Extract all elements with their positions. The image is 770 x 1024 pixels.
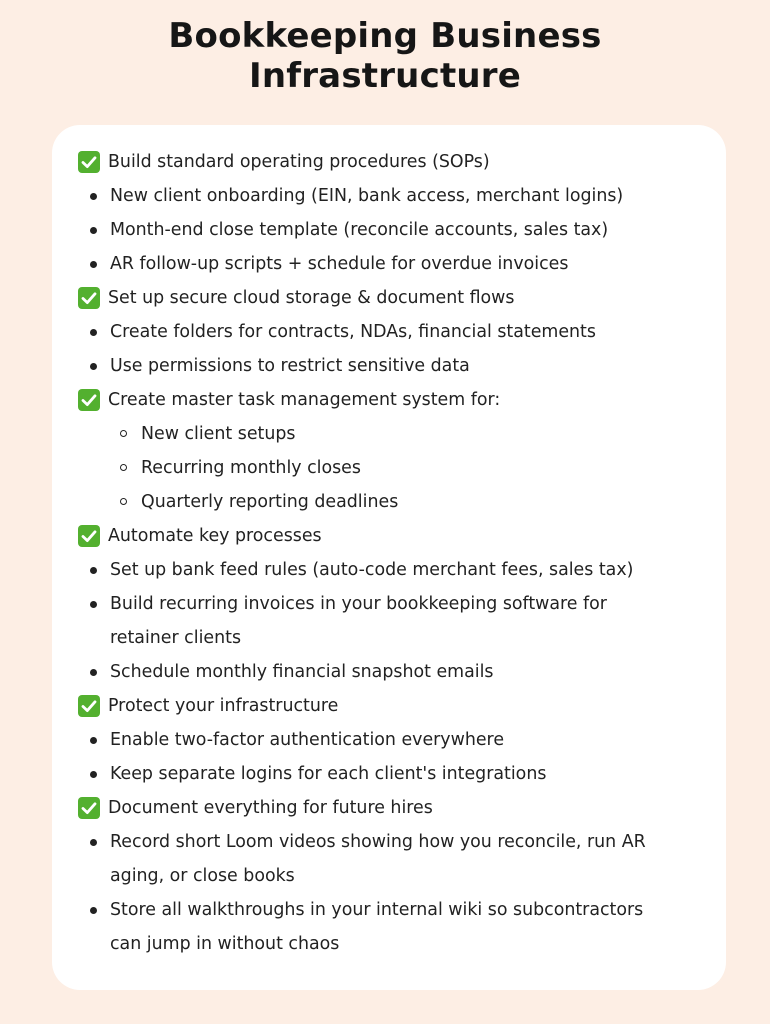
bullet-icon <box>90 363 97 370</box>
bullet-icon <box>90 737 97 744</box>
checklist-item <box>78 179 718 213</box>
checklist-section-label: Document everything for future hires <box>108 798 433 818</box>
checklist-section <box>78 281 718 315</box>
check-box-icon <box>78 151 100 173</box>
checklist-item-label: Month-end close template (reconcile accounts, sales tax) <box>110 220 609 240</box>
checklist-subitem <box>78 451 718 485</box>
checklist-item-label: AR follow-up scripts + schedule for overdue invoices <box>110 254 569 274</box>
check-box-icon <box>78 389 100 411</box>
checklist-subitem-label: Quarterly reporting deadlines <box>141 492 399 512</box>
page-title-line-1: Bookkeeping Business <box>168 16 602 56</box>
checklist-item <box>78 315 718 349</box>
page-title <box>0 16 770 96</box>
bullet-icon <box>90 839 97 846</box>
checklist-item <box>78 825 718 893</box>
checklist-section-label: Build standard operating procedures (SOPs) <box>108 152 490 172</box>
checklist-item-label: Build recurring invoices in your bookkeeping software for retainer clients <box>110 594 607 648</box>
checklist-section-label: Automate key processes <box>108 526 322 546</box>
checklist-item-label: Set up bank feed rules (auto-code merchant fees, sales tax) <box>110 560 634 580</box>
checklist-item <box>78 723 718 757</box>
checklist-item-label: Enable two-factor authentication everywhere <box>110 730 505 750</box>
page-title-line-2: Infrastructure <box>248 56 522 96</box>
check-box-icon <box>78 695 100 717</box>
checklist-item-label: Store all walkthroughs in your internal wiki so subcontractors can jump in without chaos <box>110 900 644 954</box>
checklist-subitem <box>78 485 718 519</box>
checklist-item <box>78 893 718 961</box>
checklist-item-label: Record short Loom videos showing how you reconcile, run AR aging, or close books <box>110 832 646 886</box>
bullet-icon <box>90 907 97 914</box>
check-box-icon <box>78 525 100 547</box>
checklist-item <box>78 655 718 689</box>
checklist-section <box>78 519 718 553</box>
circle-bullet-icon <box>120 464 127 471</box>
checklist-subitem-label: New client setups <box>141 424 296 444</box>
checklist-item-label: Keep separate logins for each client's integrations <box>110 764 547 784</box>
checklist-item <box>78 349 718 383</box>
checklist-section <box>78 383 718 417</box>
checklist-section <box>78 791 718 825</box>
bullet-icon <box>90 771 97 778</box>
checklist-item <box>78 247 718 281</box>
checklist-item-label: New client onboarding (EIN, bank access, merchant logins) <box>110 186 624 206</box>
checklist-item-label: Create folders for contracts, NDAs, financial statements <box>110 322 596 342</box>
checklist-item <box>78 587 718 655</box>
check-box-icon <box>78 287 100 309</box>
checklist-item-label: Schedule monthly financial snapshot emails <box>110 662 494 682</box>
checklist-subitem-label: Recurring monthly closes <box>141 458 361 478</box>
bullet-icon <box>90 193 97 200</box>
check-box-icon <box>78 797 100 819</box>
checklist-item-label: Use permissions to restrict sensitive data <box>110 356 470 376</box>
checklist-section <box>78 689 718 723</box>
bullet-icon <box>90 329 97 336</box>
checklist-item <box>78 757 718 791</box>
bullet-icon <box>90 567 97 574</box>
bullet-icon <box>90 669 97 676</box>
checklist <box>78 145 718 961</box>
checklist-section <box>78 145 718 179</box>
checklist-item <box>78 213 718 247</box>
checklist-section-label: Create master task management system for: <box>108 390 501 410</box>
bullet-icon <box>90 227 97 234</box>
checklist-section-label: Set up secure cloud storage & document flows <box>108 288 515 308</box>
checklist-item <box>78 553 718 587</box>
circle-bullet-icon <box>120 498 127 505</box>
checklist-section-label: Protect your infrastructure <box>108 696 339 716</box>
bullet-icon <box>90 261 97 268</box>
circle-bullet-icon <box>120 430 127 437</box>
checklist-subitem <box>78 417 718 451</box>
bullet-icon <box>90 601 97 608</box>
